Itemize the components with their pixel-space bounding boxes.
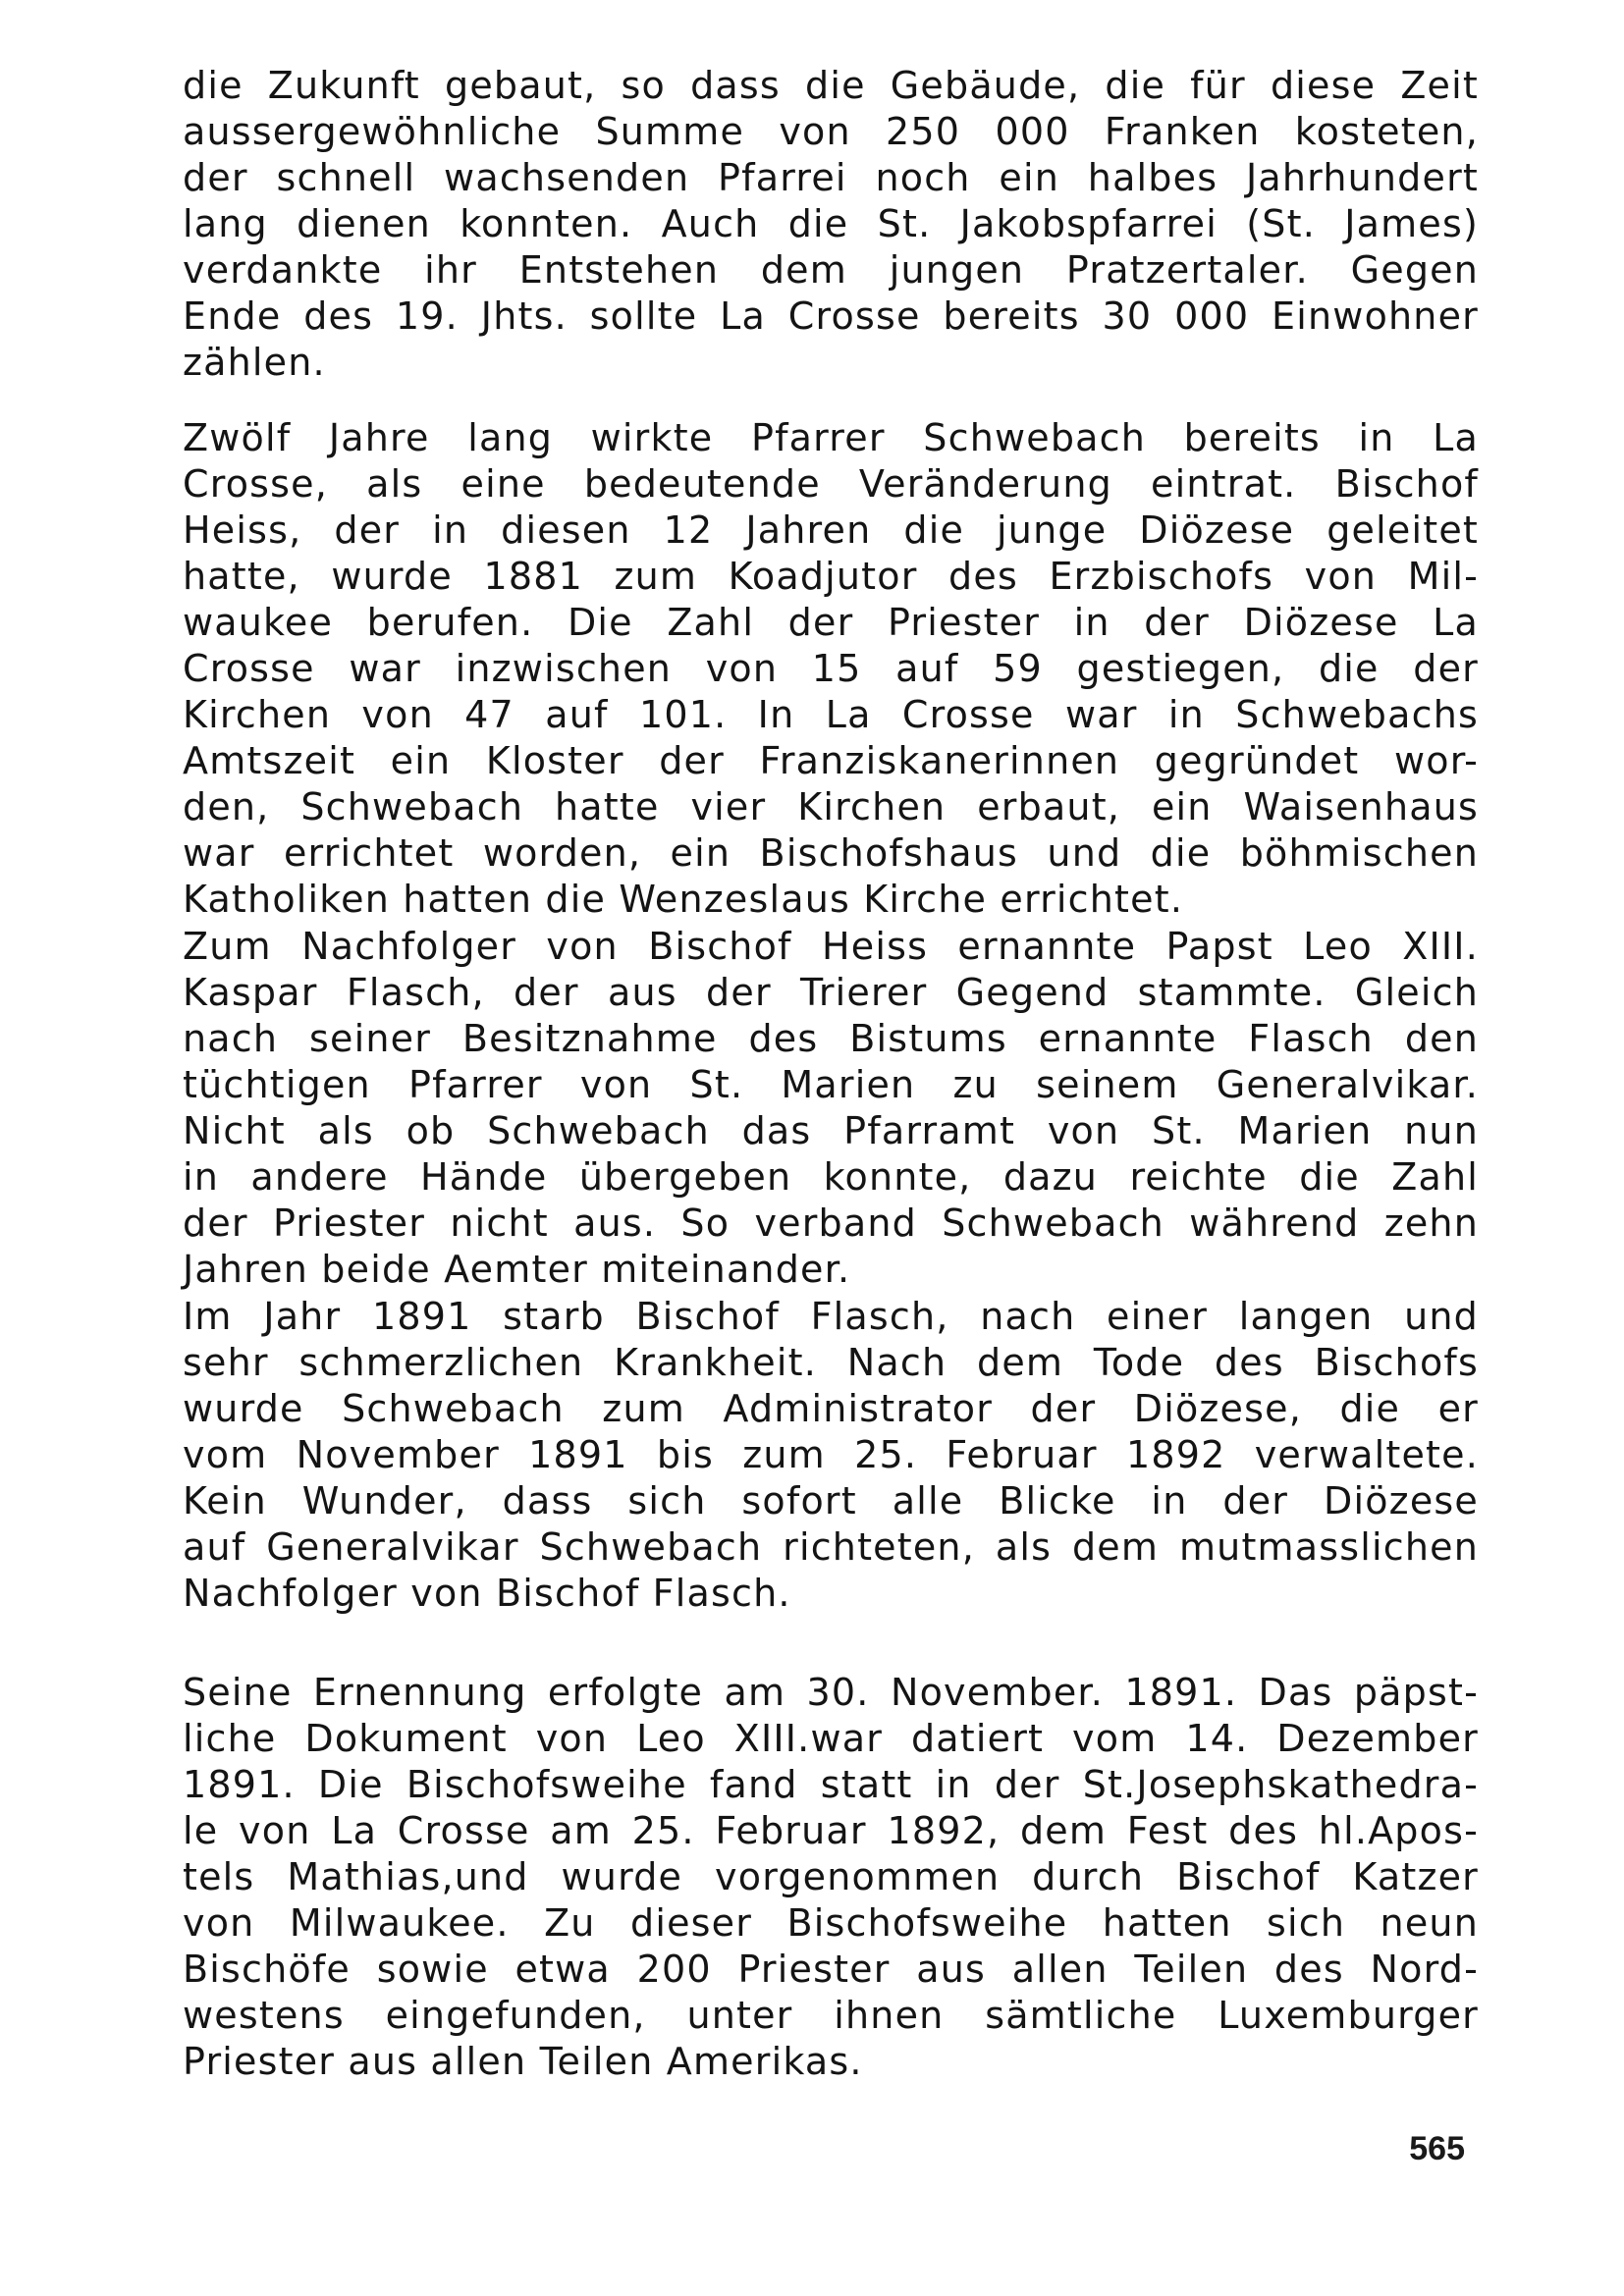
text-line: Im Jahr 1891 starb Bischof Flasch, nach einer langen und [183,1295,1479,1338]
text-line: in andere Hände übergeben konnte, dazu reichte die Zahl [183,1155,1479,1199]
text-line: tels Mathias,und wurde vorgenommen durch Bischof Katzer [183,1855,1479,1898]
text-line: Zum Nachfolger von Bischof Heiss ernannte Papst Leo XIII. [183,925,1479,968]
text-line: wurde Schwebach zum Administrator der Diözese, die er [183,1387,1479,1430]
text-line: den, Schwebach hatte vier Kirchen erbaut, ein Waisenhaus [183,785,1479,828]
paragraph-2 [183,415,1479,923]
text-line: Bischöfe sowie etwa 200 Priester aus allen Teilen des Nord- [183,1948,1479,1991]
text-line: war errichtet worden, ein Bischofshaus und die böhmischen [183,831,1479,875]
text-line: Kein Wunder, dass sich sofort alle Blicke in der Diözese [183,1479,1479,1522]
text-line: Zwölf Jahre lang wirkte Pfarrer Schwebach bereits in La [183,416,1479,459]
text-line: waukee berufen. Die Zahl der Priester in der Diözese La [183,601,1479,644]
text-line: Priester aus allen Teilen Amerikas. [183,2040,863,2083]
text-line: Kaspar Flasch, der aus der Trierer Gegend stammte. Gleich [183,971,1479,1014]
text-line: westens eingefunden, unter ihnen sämtliche Luxemburger [183,1994,1479,2037]
text-line: zählen. [183,341,326,384]
text-line: Nachfolger von Bischof Flasch. [183,1572,791,1615]
text-line: Ende des 19. Jhts. sollte La Crosse bereits 30 000 Einwohner [183,294,1479,338]
text-line: Crosse war inzwischen von 15 auf 59 gestiegen, die der [183,647,1479,690]
text-line: nach seiner Besitznahme des Bistums ernannte Flasch den [183,1017,1479,1060]
paragraph-3 [183,924,1479,1293]
text-line: lang dienen konnten. Auch die St. Jakobspfarrei (St. James) [183,202,1479,245]
text-line: Crosse, als eine bedeutende Veränderung eintrat. Bischof [183,462,1479,506]
text-line: hatte, wurde 1881 zum Koadjutor des Erzbischofs von Mil- [183,555,1479,598]
text-line: der Priester nicht aus. So verband Schwebach während zehn [183,1201,1479,1245]
text-line: le von La Crosse am 25. Februar 1892, dem Fest des hl.Apos- [183,1809,1479,1852]
text-line: 1891. Die Bischofsweihe fand statt in der St.Josephskathedra- [183,1763,1479,1806]
paragraph-1 [183,63,1479,386]
text-line: liche Dokument von Leo XIII.war datiert vom 14. Dezember [183,1717,1479,1760]
paragraph-5 [183,1670,1479,2085]
text-line: Katholiken hatten die Wenzeslaus Kirche errichtet. [183,878,1184,921]
text-line: der schnell wachsenden Pfarrei noch ein halbes Jahrhundert [183,156,1479,199]
text-line: Seine Ernennung erfolgte am 30. November. 1891. Das päpst- [183,1671,1479,1714]
text-line: Kirchen von 47 auf 101. In La Crosse war in Schwebachs [183,693,1479,736]
text-line: sehr schmerzlichen Krankheit. Nach dem Tode des Bischofs [183,1341,1479,1384]
text-line: auf Generalvikar Schwebach richteten, als dem mutmasslichen [183,1525,1479,1569]
text-line: von Milwaukee. Zu dieser Bischofsweihe hatten sich neun [183,1901,1479,1945]
text-line: die Zukunft gebaut, so dass die Gebäude, die für diese Zeit [183,64,1479,107]
text-line: Heiss, der in diesen 12 Jahren die junge Diözese geleitet [183,508,1479,552]
text-line: verdankte ihr Entstehen dem jungen Pratzertaler. Gegen [183,248,1479,292]
text-line: Amtszeit ein Kloster der Franziskanerinnen gegründet wor- [183,739,1479,782]
text-line: aussergewöhnliche Summe von 250 000 Franken kosteten, [183,110,1479,153]
page-number: 565 [1409,2130,1465,2167]
text-line: tüchtigen Pfarrer von St. Marien zu seinem Generalvikar. [183,1063,1479,1106]
text-line: vom November 1891 bis zum 25. Februar 1892 verwaltete. [183,1433,1479,1476]
text-line: Nicht als ob Schwebach das Pfarramt von St. Marien nun [183,1109,1479,1152]
paragraph-4 [183,1294,1479,1617]
text-line: Jahren beide Aemter miteinander. [183,1248,851,1291]
